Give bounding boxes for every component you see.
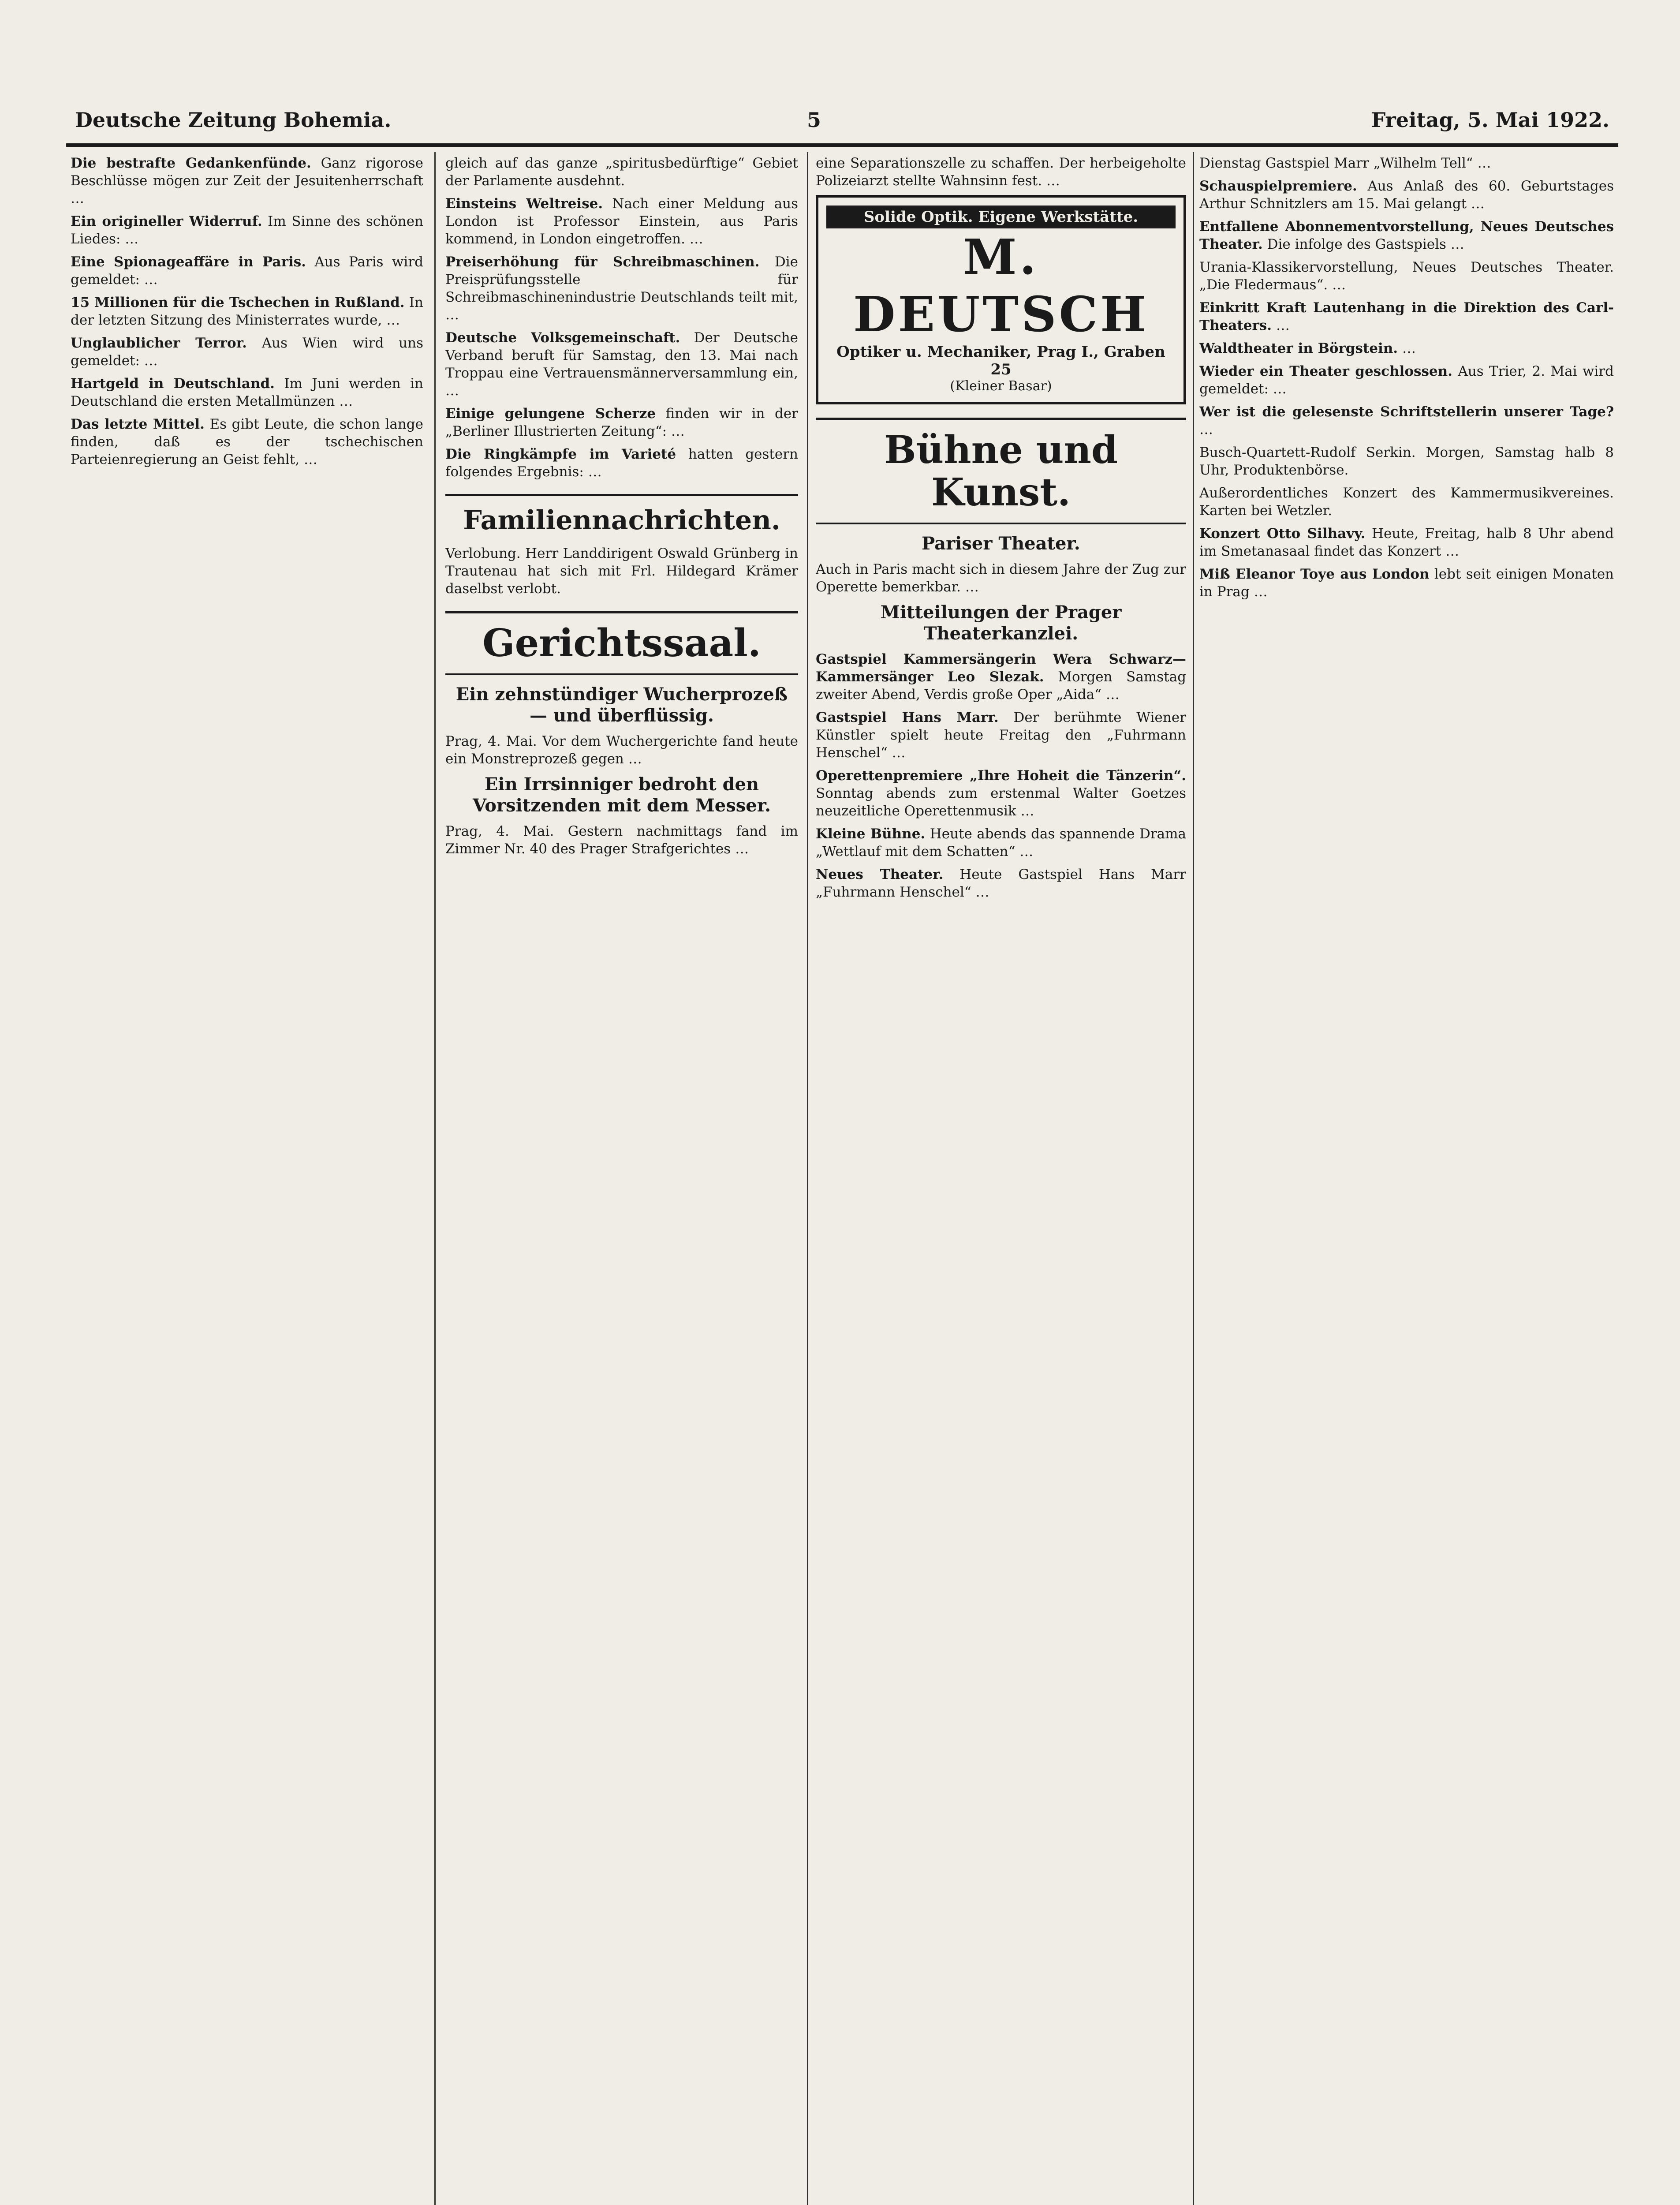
article-body: hatten gestern folgendes Ergebnis: … (445, 446, 798, 480)
article-body: Die Preisprüfungsstelle für Schreibmaschinenindustrie Deutschlands teilt mit, … (445, 254, 798, 323)
article-headline: Einsteins Weltreise. (445, 196, 603, 212)
theatre-article-text: Auch in Paris macht sich in diesem Jahre der Zug zur Operette bemerkbar. … (816, 561, 1186, 595)
column-3 (816, 154, 1186, 2205)
article-paragraph (1199, 154, 1614, 172)
article-headline: Unglaublicher Terror. (71, 335, 247, 351)
article-paragraph (1199, 484, 1614, 519)
column-2 (445, 154, 798, 2205)
article-body: … (1276, 318, 1290, 333)
column-4 (1199, 154, 1614, 2205)
article-paragraph (71, 294, 423, 329)
page-number: 5 (807, 108, 821, 132)
article-paragraph (1199, 177, 1614, 213)
article-headline: Gastspiel Kammersängerin Wera Schwarz— Kammersänger Leo Slezak. (816, 651, 1186, 685)
theatre-office-heading: Mitteilungen der Prager Theaterkanzlei. (880, 602, 1122, 644)
court-section-title: Gerichtssaal. (445, 611, 798, 675)
article-body: Außerordentliches Konzert des Kammermusikvereines. Karten bei Wetzler. (1199, 485, 1614, 519)
article-body: Aus Anlaß des 60. Geburtstages Arthur Schnitzlers am 15. Mai gelangt … (1199, 178, 1614, 212)
article-body: Der berühmte Wiener Künstler spielt heute Freitag den „Fuhrmann Henschel“ … (816, 710, 1186, 761)
page-header (66, 99, 1618, 139)
article-paragraph (1199, 218, 1614, 253)
article-paragraph (445, 445, 798, 481)
article-paragraph (816, 154, 1186, 190)
article-headline: Kleine Bühne. (816, 826, 926, 842)
article-paragraph (1199, 525, 1614, 560)
article-paragraph (71, 415, 423, 468)
article-body: … (1199, 422, 1213, 437)
article-paragraph (1199, 299, 1614, 334)
column-rule (807, 152, 808, 2205)
article-body: … (1402, 340, 1416, 356)
article-body: Busch-Quartett-Rudolf Serkin. Morgen, Samstag halb 8 Uhr, Produktenbörse. (1199, 445, 1614, 478)
article-headline: Konzert Otto Silhavy. (1199, 526, 1366, 542)
article-paragraph (1199, 340, 1614, 357)
article-headline: Die Ringkämpfe im Varieté (445, 446, 676, 462)
article-body: Im Sinne des schönen Liedes: … (71, 213, 423, 247)
article-headline: Miß Eleanor Toye aus London (1199, 566, 1430, 582)
article-headline: Preiserhöhung für Schreibmaschinen. (445, 254, 760, 270)
article-headline: Einige gelungene Scherze (445, 406, 656, 422)
article-body: Aus Wien wird uns gemeldet: … (71, 335, 423, 369)
article-paragraph (1199, 258, 1614, 294)
article-headline: Ein origineller Widerruf. (71, 213, 262, 229)
article-headline: Das letzte Mittel. (71, 416, 205, 432)
article-paragraph (445, 253, 798, 324)
article-paragraph (71, 334, 423, 370)
article-paragraph (816, 866, 1186, 901)
article-paragraph (71, 253, 423, 288)
article-paragraph (1199, 565, 1614, 601)
article-body: Heute Gastspiel Hans Marr „Fuhrmann Henschel“ … (816, 867, 1186, 900)
article-paragraph (71, 213, 423, 248)
article-headline: Entfallene Abonnementvorstellung, Neues Deutsches Theater. (1199, 219, 1614, 252)
article-headline: Operettenpremiere „Ihre Hoheit die Tänzerin“. (816, 768, 1186, 784)
newspaper-name: Deutsche Zeitung Bohemia. (75, 108, 392, 132)
article-headline: Waldtheater in Börgstein. (1199, 340, 1398, 356)
article-headline: Deutsche Volksgemeinschaft. (445, 330, 680, 346)
family-news-text: Verlobung. Herr Landdirigent Oswald Grünberg in Trautenau hat sich mit Frl. Hildegard Krämer daselbst verlobt. (445, 546, 798, 597)
article-body: Der Deutsche Verband beruft für Samstag, den 13. Mai nach Troppau eine Vertrauensmännerversammlung ein, … (445, 330, 798, 399)
article-body: Es gibt Leute, die schon lange finden, daß es der tschechischen Parteienregierung an Geist fehlt, … (71, 416, 423, 467)
column-rule (1193, 152, 1194, 2205)
article-body: eine Separationszelle zu schaffen. Der herbeigeholte Polizeiarzt stellte Wahnsinn fest. … (816, 155, 1186, 189)
article-headline: Hartgeld in Deutschland. (71, 376, 275, 392)
article-paragraph (816, 709, 1186, 762)
article-paragraph (445, 154, 798, 190)
article-body: In der letzten Sitzung des Ministerrates wurde, … (71, 295, 423, 328)
ad-tagline: Solide Optik. Eigene Werkstätte. (826, 206, 1176, 228)
article-body: Die infolge des Gastspiels … (1267, 236, 1464, 252)
article-body: Im Juni werden in Deutschland die ersten Metallmünzen … (71, 376, 423, 409)
article-headline: Neues Theater. (816, 867, 944, 882)
article-paragraph (816, 825, 1186, 860)
article-headline: Schauspielpremiere. (1199, 178, 1357, 194)
article-body: Aus Paris wird gemeldet: … (71, 254, 423, 288)
article-body: Morgen Samstag zweiter Abend, Verdis große Oper „Aida“ … (816, 669, 1186, 703)
article-body: lebt seit einigen Monaten in Prag … (1199, 566, 1614, 600)
article-body: Heute, Freitag, halb 8 Uhr abend im Smetanasaal findet das Konzert … (1199, 526, 1614, 559)
article-paragraph (445, 405, 798, 440)
article-headline: Einkritt Kraft Lautenhang in die Direktion des Carl-Theaters. (1199, 300, 1614, 333)
article-paragraph (816, 650, 1186, 703)
article-body: Heute abends das spannende Drama „Wettlauf mit dem Schatten“ … (816, 826, 1186, 860)
article-body: Nach einer Meldung aus London ist Professor Einstein, aus Paris kommend, in London eingetroffen. … (445, 196, 798, 247)
court-article-text: Prag, 4. Mai. Gestern nachmittags fand im Zimmer Nr. 40 des Prager Strafgerichtes … (445, 823, 798, 857)
article-headline: Wer ist die gelesenste Schriftstellerin unserer Tage? (1199, 404, 1614, 420)
article-paragraph (71, 375, 423, 410)
ad-note: (Kleiner Basar) (950, 378, 1052, 394)
court-subheading: Ein zehnstündiger Wucherprozeß — und überflüssig. (455, 684, 788, 726)
article-paragraph (816, 767, 1186, 820)
article-body: Urania-Klassikervorstellung, Neues Deutsches Theater. „Die Fledermaus“. … (1199, 259, 1614, 293)
article-headline: Die bestrafte Gedankenfünde. (71, 155, 311, 171)
family-news-title: Familiennachrichten. (445, 494, 798, 536)
article-body: Ganz rigorose Beschlüsse mögen zur Zeit der Jesuitenherrschaft … (71, 155, 423, 206)
column-rule (434, 152, 436, 2205)
article-headline: Wieder ein Theater geschlossen. (1199, 363, 1452, 379)
ad-name: M. DEUTSCH (853, 228, 1149, 343)
theatre-subheading: Pariser Theater. (922, 533, 1080, 554)
article-body: Dienstag Gastspiel Marr „Wilhelm Tell“ … (1199, 155, 1491, 171)
article-paragraph (71, 154, 423, 207)
advertisement (816, 195, 1186, 404)
issue-date: Freitag, 5. Mai 1922. (1371, 108, 1609, 132)
court-article-text: Prag, 4. Mai. Vor dem Wuchergerichte fand heute ein Monstreprozeß gegen … (445, 733, 798, 767)
article-body: Aus Trier, 2. Mai wird gemeldet: … (1199, 363, 1614, 397)
article-paragraph (1199, 363, 1614, 398)
article-paragraph (445, 195, 798, 248)
article-headline: 15 Millionen für die Tschechen in Rußland. (71, 295, 405, 310)
header-rule (66, 143, 1618, 147)
article-paragraph (1199, 403, 1614, 438)
article-body: finden wir in der „Berliner Illustrierten Zeitung“: … (445, 406, 798, 439)
court-subheading: Ein Irrsinniger bedroht den Vorsitzenden mit dem Messer. (472, 774, 771, 816)
article-body: Sonntag abends zum erstenmal Walter Goetzes neuzeitliche Operettenmusik … (816, 785, 1186, 819)
column-1 (71, 154, 423, 2205)
ad-address: Optiker u. Mechaniker, Prag I., Graben 25 (836, 343, 1165, 378)
article-paragraph (445, 329, 798, 400)
article-headline: Gastspiel Hans Marr. (816, 710, 999, 725)
article-paragraph (1199, 444, 1614, 479)
theatre-section-title: Bühne und Kunst. (816, 418, 1186, 524)
article-headline: Eine Spionageaffäre in Paris. (71, 254, 306, 270)
article-body: gleich auf das ganze „spiritusbedürftige“ Gebiet der Parlamente ausdehnt. (445, 155, 798, 189)
